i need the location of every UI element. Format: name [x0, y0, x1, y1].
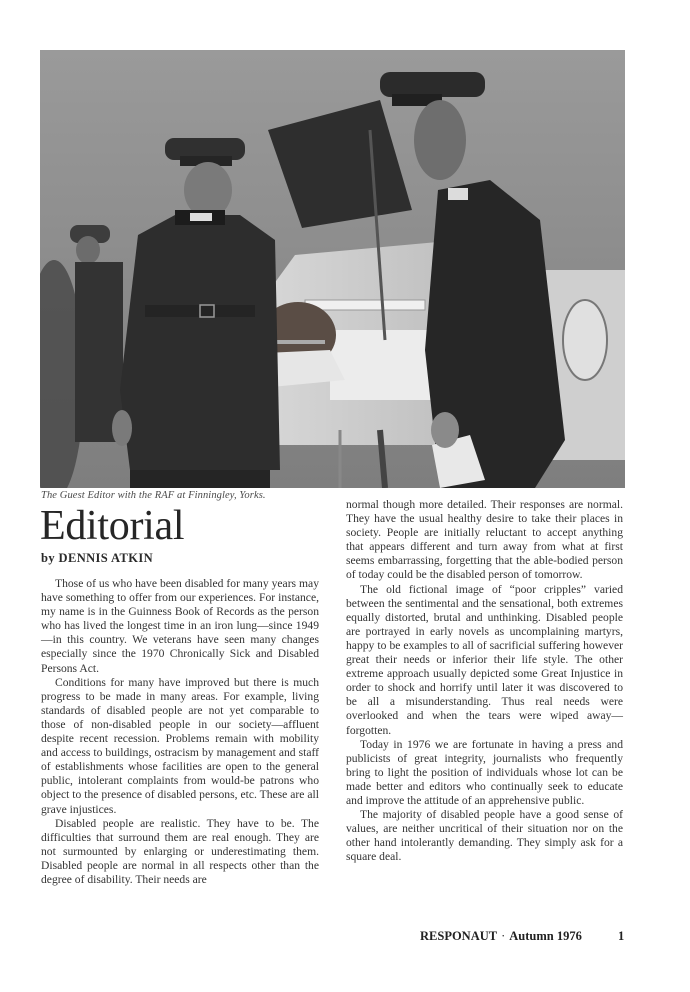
paragraph: Today in 1976 we are fortunate in having a press and publicists of great integrity, journalists who frequently bring to light the position of individuals whose lot can be made better and editors who continually seek to educate and improve the attitude of an apprehensive public.: [346, 737, 623, 807]
issue-date: Autumn 1976: [509, 929, 582, 943]
page-number: 1: [618, 929, 625, 943]
article-photo: [40, 50, 625, 488]
paragraph: Disabled people are realistic. They have to be. The difficulties that surround them are real enough. They are not surmounted by enlarging or underestimating them. Disabled people are normal in all respects other than the degree of disability. Their needs are: [41, 816, 319, 886]
paragraph: The old fictional image of “poor cripples” varied between the sentimental and the sensational, both extremes equally distorted, brutal and unthinking. Disabled people are portrayed in early novels as uncomplaining martyrs, happy to be examples to all of sacrificial suffering however great their needs or inferior their life style. The other extreme approach usually depicted some Great Injustice in order to shock and horrify until later it was discovered to be all a misunderstanding. Thus real needs were overlooked and when the tears were wiped away— forgotten.: [346, 582, 623, 737]
article-column-right: [346, 498, 623, 864]
article-title: Editorial: [40, 503, 185, 549]
article-byline: by DENNIS ATKIN: [41, 551, 154, 565]
paragraph-continued: normal though more detailed. Their responses are normal. They have the usual healthy desire to take their places in society. People are initially reluctant to accept anything that appears different and turn away from what at first seems embarrassing, forgetting that the able-bodied person of today could be the disabled person of tomorrow.: [346, 498, 623, 582]
publication-name: RESPONAUT: [420, 929, 498, 943]
photo-caption: The Guest Editor with the RAF at Finningley, Yorks.: [41, 490, 266, 501]
paragraph: Conditions for many have improved but there is much progress to be made in many areas. For example, living standards of disabled people are not yet comparable to those of non-disabled people in our society—affluent despite recent recession. Problems remain with mobility and access to buildings, ostracism by management and staff of establishments whose facilities are open to the general public, intolerant complaints from would-be patrons who object to the presence of disabled persons, etc. These are all grave injustices.: [41, 675, 319, 816]
photo-illustration: [40, 50, 625, 488]
paragraph: The majority of disabled people have a good sense of values, are neither uncritical of their situation nor on the other hand intolerantly demanding. They simply ask for a square deal.: [346, 808, 623, 864]
page-footer: [420, 929, 625, 944]
footer-separator: ·: [501, 929, 506, 943]
article-column-left: [41, 577, 319, 887]
paragraph: Those of us who have been disabled for many years may have something to offer from our experiences. For instance, my name is in the Guinness Book of Records as the person who has lived the longest time in an iron lung—since 1949—in this country. We veterans have seen many changes especially since the 1970 Chronically Sick and Disabled Persons Act.: [41, 577, 319, 675]
